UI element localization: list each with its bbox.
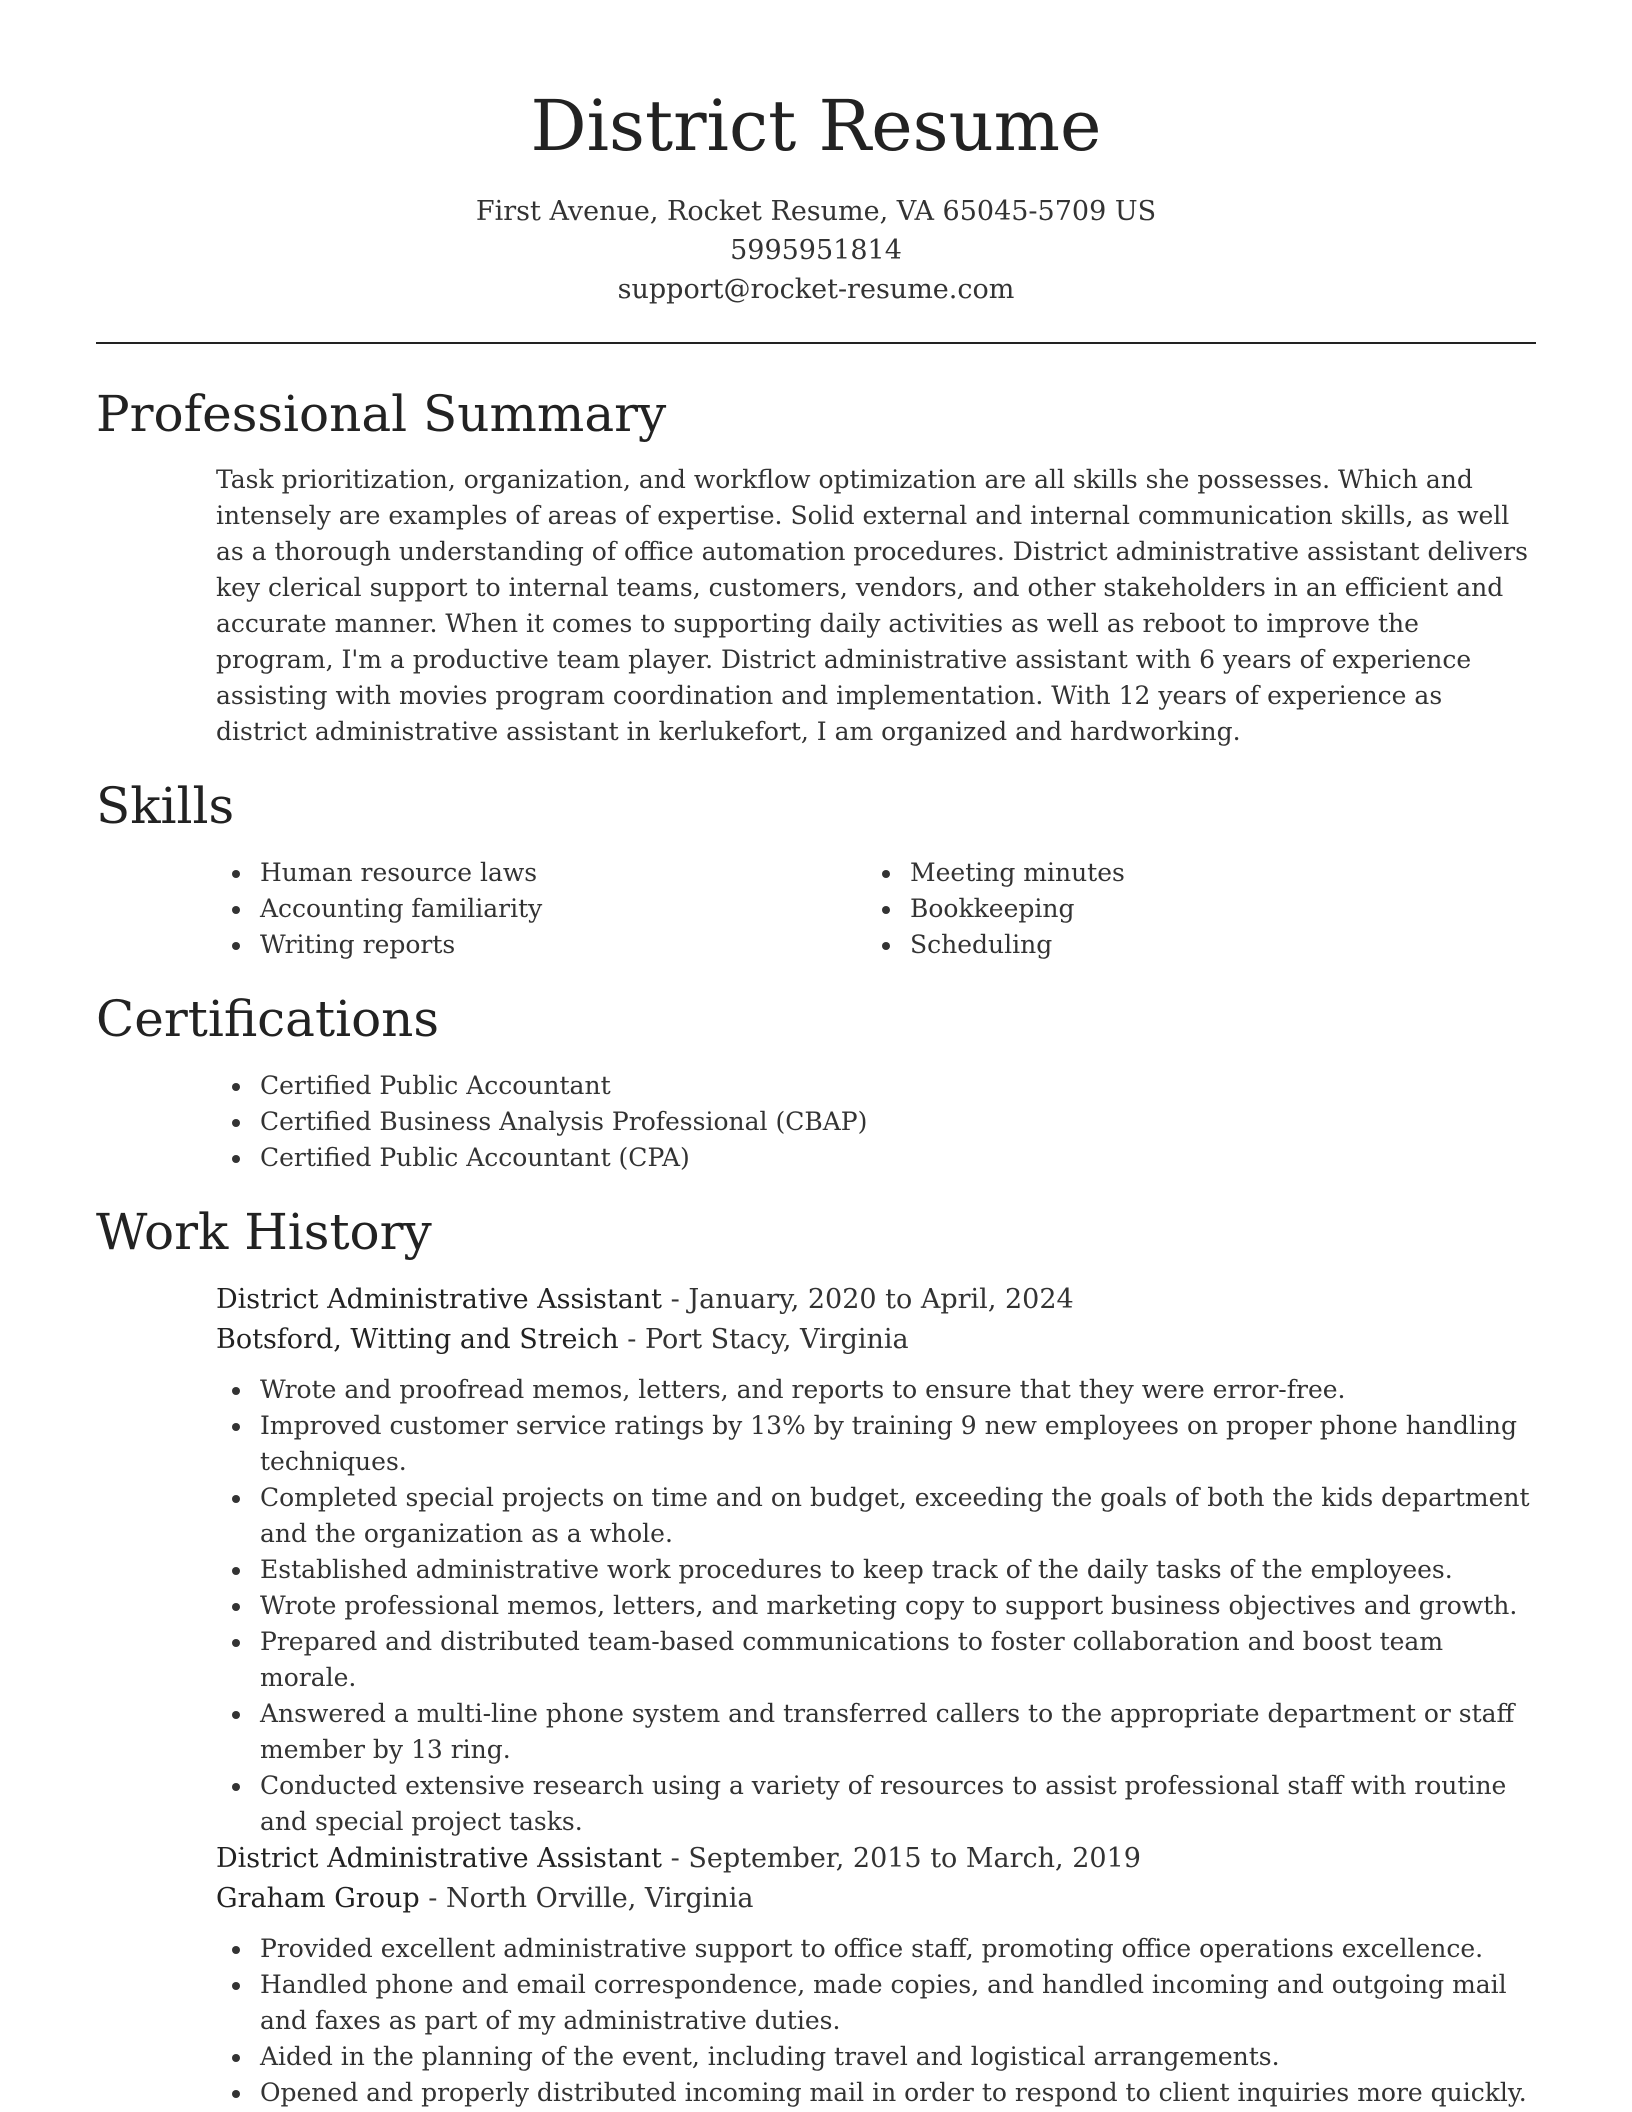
job-bullets [216,1931,1536,2111]
certification-item: Certified Public Accountant [216,1068,867,1104]
job-dates: January, 2020 to April, 2024 [688,1284,1074,1315]
job-bullet: Provided excellent administrative support to office staff, promoting office operations excellence. [216,1931,1536,1967]
summary-heading: Professional Summary [96,385,667,443]
separator: - [670,1843,689,1874]
skill-item: Human resource laws [216,855,542,891]
certification-item: Certified Business Analysis Professional (CBAP) [216,1104,867,1140]
job-bullet: Aided in the planning of the event, including travel and logistical arrangements. [216,2039,1536,2075]
skill-item: Scheduling [866,927,1125,963]
header-divider [96,342,1536,344]
job-bullet: Prepared and distributed team-based communications to foster collaboration and boost team morale. [216,1624,1536,1696]
job-bullet: Conducted extensive research using a variety of resources to assist professional staff with routine and special project tasks. [216,1768,1536,1840]
separator: - [627,1324,645,1355]
phone: 5995951814 [730,235,902,266]
skill-item: Meeting minutes [866,855,1125,891]
job-company-line [216,1320,1536,1360]
skill-item: Writing reports [216,927,542,963]
job-company: Botsford, Witting and Streich [216,1324,619,1355]
job-bullet: Wrote and proofread memos, letters, and reports to ensure that they were error-free. [216,1372,1536,1408]
separator: - [670,1284,689,1315]
certifications-list [216,1068,867,1176]
job-company: Graham Group [216,1883,420,1914]
job-role: District Administrative Assistant [216,1284,663,1315]
resume-name: District Resume [530,85,1102,167]
job-bullet: Opened and properly distributed incoming mail in order to respond to client inquiries more quickly. [216,2075,1536,2111]
skill-item: Accounting familiarity [216,891,542,927]
job-company-line [216,1879,1536,1919]
skills-heading: Skills [96,777,235,835]
job-bullet: Improved customer service ratings by 13% by training 9 new employees on proper phone handling techniques. [216,1408,1536,1480]
work-history-heading: Work History [96,1203,432,1261]
certification-item: Certified Public Accountant (CPA) [216,1140,867,1176]
job-title-line [216,1839,1536,1879]
job-bullet: Answered a multi-line phone system and transferred callers to the appropriate department or staff member by 13 ring. [216,1696,1536,1768]
job-bullet: Established administrative work procedures to keep track of the daily tasks of the employees. [216,1552,1536,1588]
job-bullet: Completed special projects on time and on budget, exceeding the goals of both the kids department and the organization as a whole. [216,1480,1536,1552]
skills-list-left [216,855,542,963]
certifications-heading: Certifications [96,990,440,1048]
job-title-line [216,1280,1536,1320]
job-bullet: Wrote professional memos, letters, and marketing copy to support business objectives and growth. [216,1588,1536,1624]
skill-item: Bookkeeping [866,891,1125,927]
job-location: North Orville, Virginia [445,1883,754,1914]
email: support@rocket-resume.com [617,274,1015,305]
job-entry [216,1839,1536,2111]
job-bullet: Handled phone and email correspondence, made copies, and handled incoming and outgoing mail and faxes as part of my administrative duties. [216,1967,1536,2039]
job-role: District Administrative Assistant [216,1843,663,1874]
address: First Avenue, Rocket Resume, VA 65045-5709 US [475,196,1157,227]
job-dates: September, 2015 to March, 2019 [688,1843,1141,1874]
summary-text: Task prioritization, organization, and workflow optimization are all skills she possesses. Which and intensely are examples of areas of expertise. Solid external and internal communication skills, as well as a thorough understanding of office automation procedures. District administrative assistant delivers key clerical support to internal teams, customers, vendors, and other stakeholders in an efficient and accurate manner. When it comes to supporting daily activities as well as reboot to improve the program, I'm a productive team player. District administrative assistant with 6 years of experience assisting with movies program coordination and implementation. With 12 years of experience as district administrative assistant in kerlukefort, I am organized and hardworking. [216,465,1528,746]
separator: - [428,1883,446,1914]
job-entry [216,1280,1536,1840]
job-location: Port Stacy, Virginia [644,1324,909,1355]
skills-list-right [866,855,1125,963]
job-bullets [216,1372,1536,1840]
contact-block [0,192,1632,309]
